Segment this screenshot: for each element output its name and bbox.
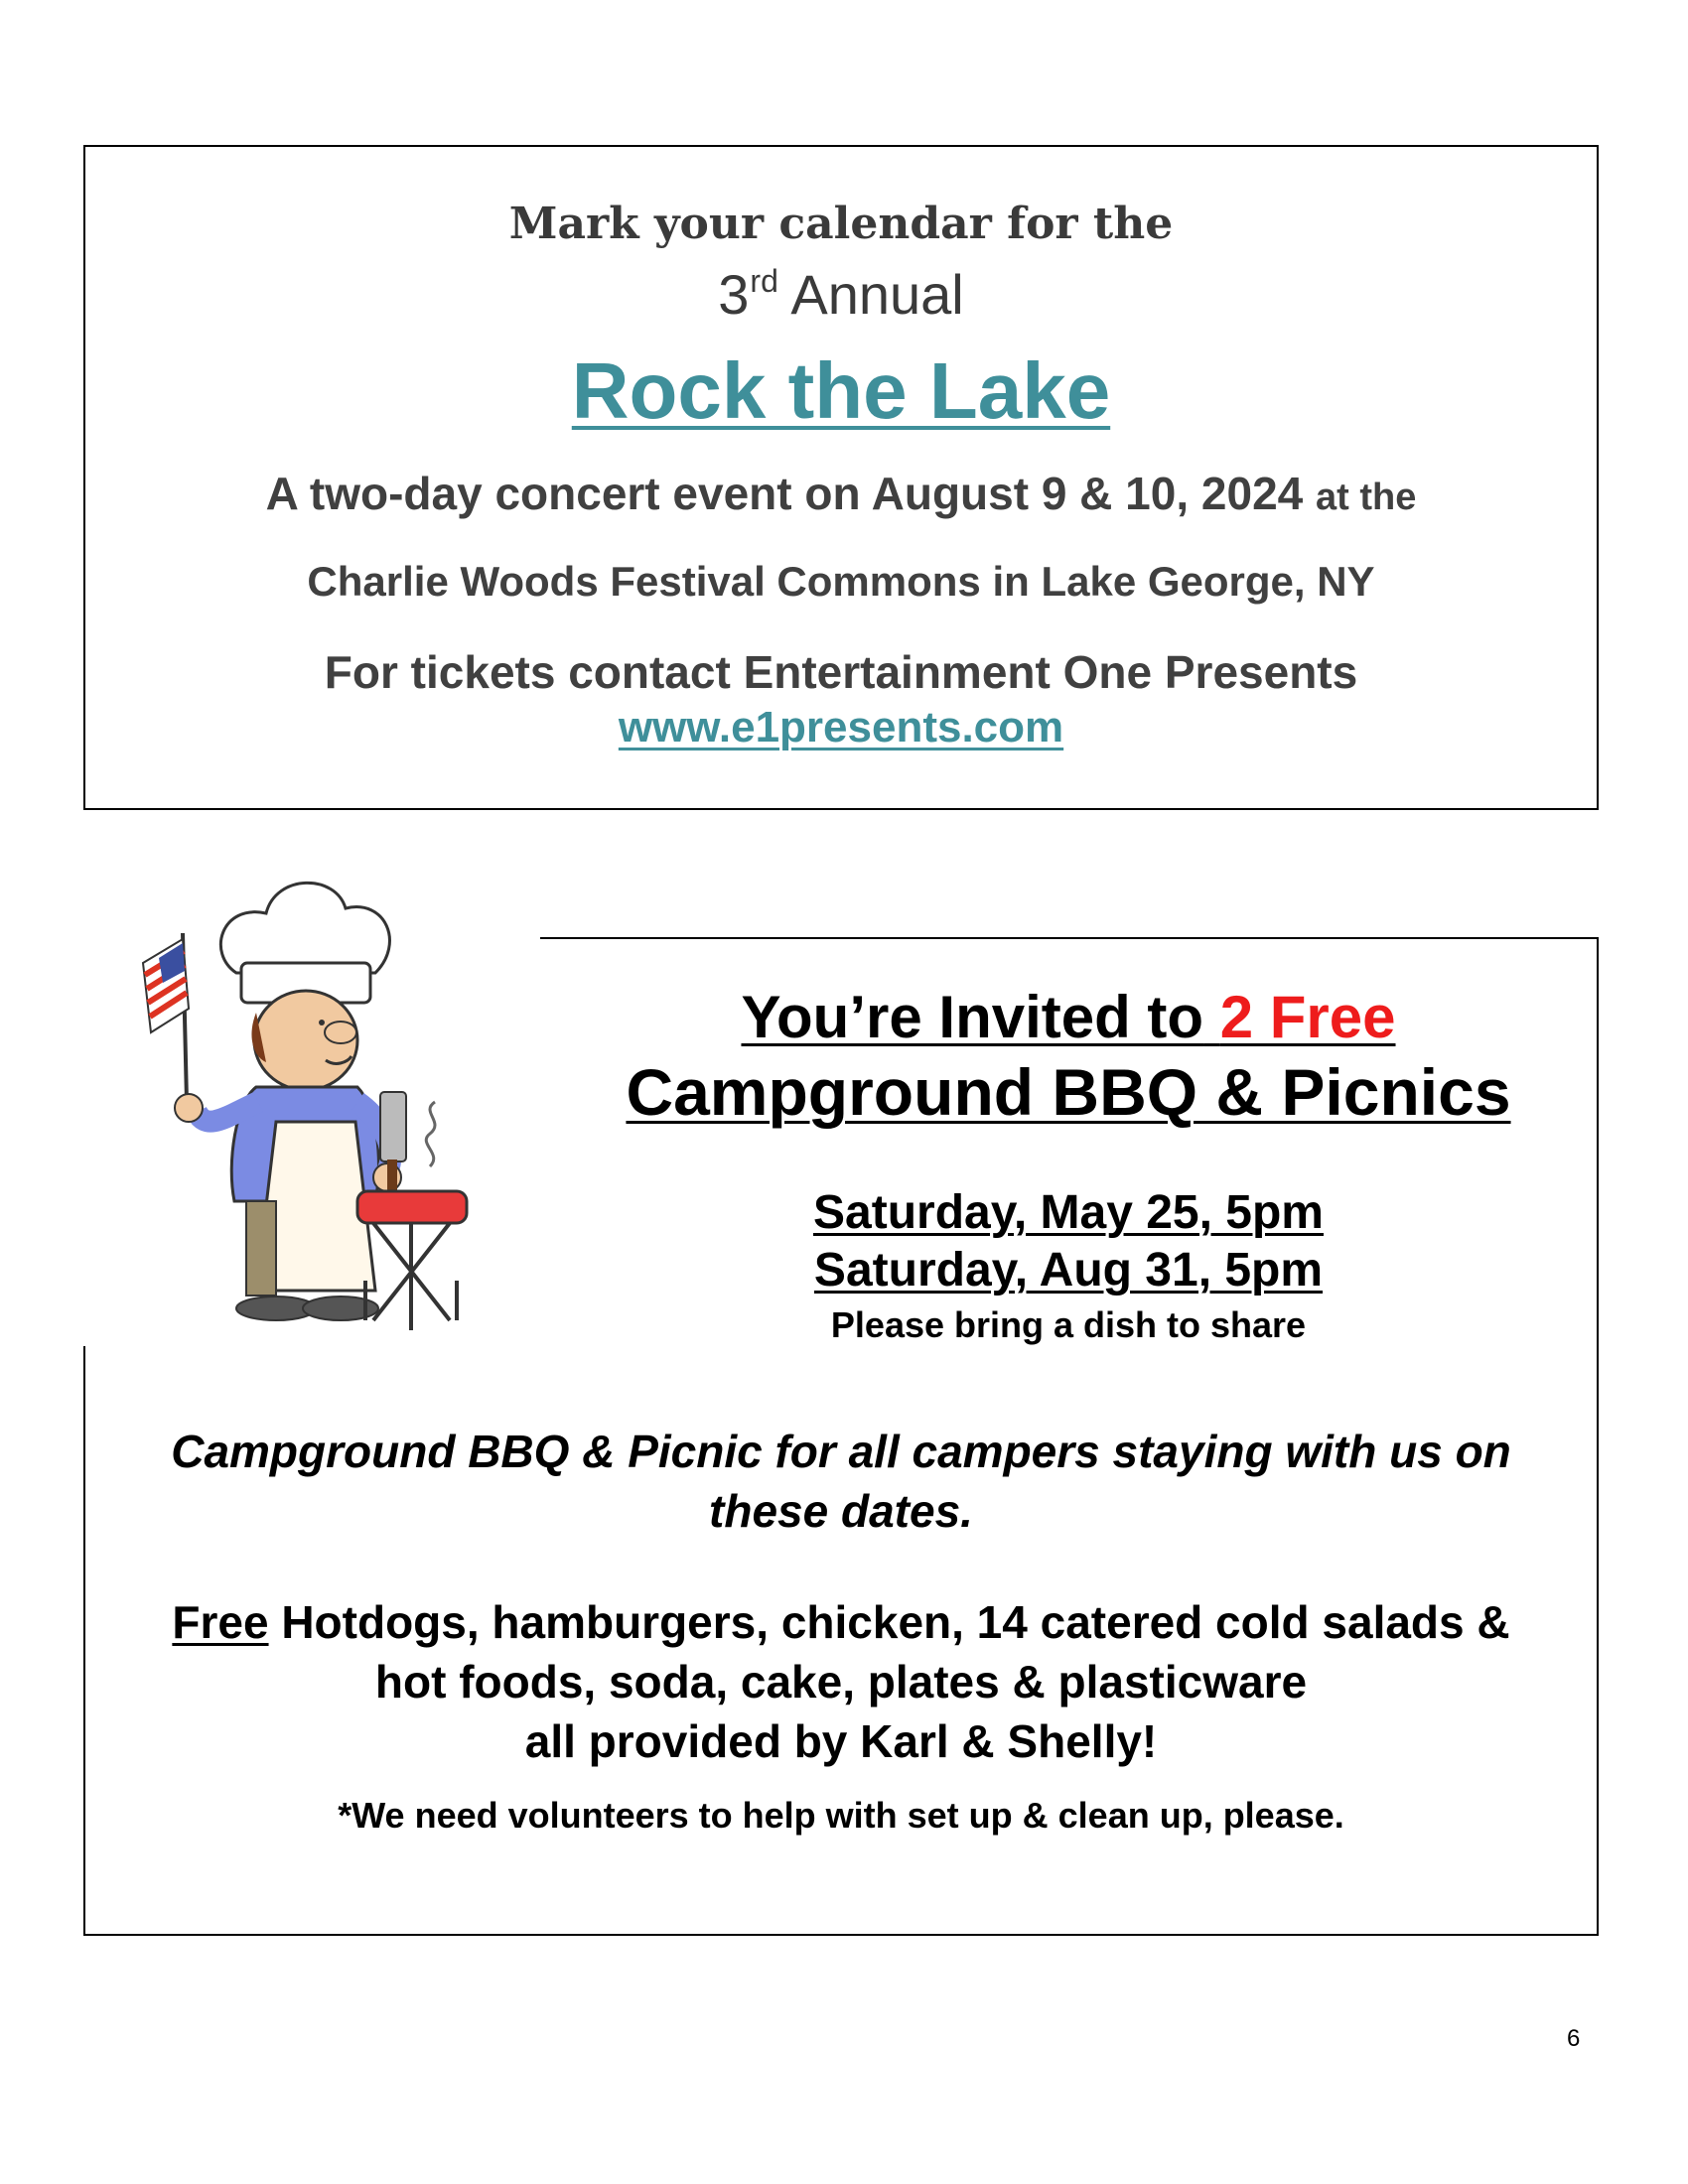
american-flag-icon (143, 939, 189, 1032)
campers-note (83, 1422, 1599, 1541)
annual-ordinal: rd (750, 263, 778, 299)
annual-word: Annual (790, 263, 964, 326)
invite-highlight: 2 Free (1219, 984, 1396, 1050)
website-link[interactable]: www.e1presents.com (618, 703, 1064, 751)
dish-note: Please bring a dish to share (830, 1304, 1307, 1345)
invite-heading (540, 983, 1597, 1051)
food-line-2: hot foods, soda, cake, plates & plasticware (374, 1656, 1308, 1707)
chef-grilling-icon (127, 864, 504, 1340)
campers-note-line-2: these dates. (709, 1485, 973, 1537)
annual-heading (85, 262, 1597, 327)
bbq-date-2: Saturday, Aug 31, 5pm (813, 1244, 1324, 1297)
food-line-1-text: Hotdogs, hamburgers, chicken, 14 catered cold salads & (281, 1596, 1510, 1648)
mark-calendar-text: Mark your calendar for the (508, 199, 1174, 249)
event-title: Rock the Lake (571, 346, 1111, 435)
bbq-box-bottom-border (83, 1934, 1599, 1936)
free-food-list (83, 1592, 1599, 1771)
invite-prefix: You’re Invited to (741, 984, 1204, 1050)
free-word: Free (172, 1596, 269, 1648)
annual-number: 3 (718, 263, 750, 326)
event-location: Charlie Woods Festival Commons in Lake George, NY (307, 558, 1375, 605)
rock-the-lake-box (83, 145, 1599, 810)
bbq-date-1: Saturday, May 25, 5pm (813, 1186, 1324, 1239)
bbq-box-top-border (540, 937, 1599, 939)
campers-note-line-1: Campground BBQ & Picnic for all campers staying with us on (171, 1426, 1511, 1477)
bbq-headline: Campground BBQ & Picnics (626, 1055, 1511, 1129)
tickets-contact: For tickets contact Entertainment One Presents (324, 646, 1358, 698)
volunteer-note: *We need volunteers to help with set up & clean up, please. (338, 1795, 1344, 1836)
event-dates-line (85, 467, 1597, 520)
event-at-the-text: at the (1316, 477, 1417, 518)
food-line-3: all provided by Karl & Shelly! (524, 1715, 1158, 1767)
food-line-1 (83, 1592, 1599, 1652)
event-dates-text: A two-day concert event on August 9 & 10, 2024 (265, 468, 1304, 519)
page-number: 6 (1567, 2025, 1581, 2052)
